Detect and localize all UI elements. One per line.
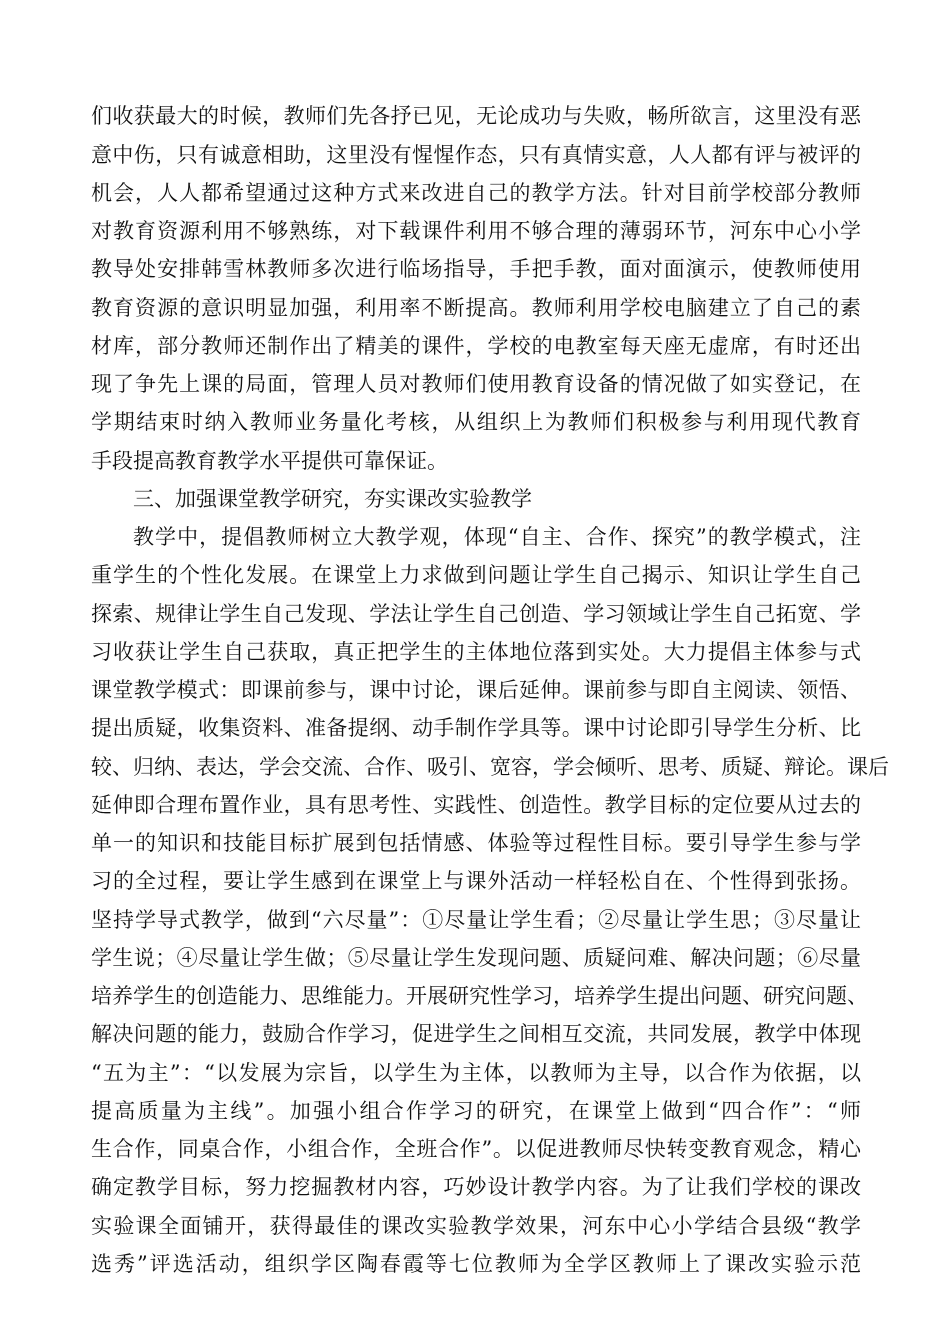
text-line: 机会，人人都希望通过这种方式来改进自己的教学方法。针对目前学校部分教师	[91, 181, 861, 205]
text-line: 解决问题的能力，鼓励合作学习，促进学生之间相互交流，共同发展，教学中体现	[91, 1022, 861, 1046]
text-line: 学生说；④尽量让学生做；⑤尽量让学生发现问题、质疑问难、解决问题；⑥尽量	[91, 946, 861, 970]
text-line: 学期结束时纳入教师业务量化考核，从组织上为教师们积极参与利用现代教育	[91, 410, 861, 434]
text-line: 教导处安排韩雪林教师多次进行临场指导，手把手教，面对面演示，使教师使用	[91, 257, 861, 281]
text-line: 提高质量为主线”。加强小组合作学习的研究，在课堂上做到“四合作”：“师	[91, 1099, 861, 1123]
text-line: 习的全过程，要让学生感到在课堂上与课外活动一样轻松自在、个性得到张扬。	[91, 869, 861, 893]
text-line: 现了争先上课的局面，管理人员对教师们使用教育设备的情况做了如实登记，在	[91, 372, 861, 396]
paragraph-first-line: 教学中，提倡教师树立大教学观，体现“自主、合作、探究”的教学模式，注	[133, 525, 861, 549]
text-line: 实验课全面铺开，获得最佳的课改实验教学效果，河东中心小学结合县级“教学	[91, 1214, 861, 1238]
text-line: 意中伤，只有诚意相助，这里没有惺惺作态，只有真情实意，人人都有评与被评的	[91, 143, 861, 167]
text-line: 们收获最大的时候，教师们先各抒已见，无论成功与失败，畅所欲言，这里没有恶	[91, 104, 861, 128]
text-line: 材库，部分教师还制作出了精美的课件，学校的电教室每天座无虚席，有时还出	[91, 334, 861, 358]
text-line: 选秀”评选活动，组织学区陶春霞等七位教师为全学区教师上了课改实验示范	[91, 1252, 861, 1276]
text-line: 重学生的个性化发展。在课堂上力求做到问题让学生自己揭示、知识让学生自己	[91, 563, 861, 587]
text-line: 习收获让学生自己获取，真正把学生的主体地位落到实处。大力提倡主体参与式	[91, 640, 861, 664]
text-line: 生合作，同桌合作，小组合作，全班合作”。以促进教师尽快转变教育观念，精心	[91, 1137, 861, 1161]
text-line: 对教育资源利用不够熟练，对下载课件利用不够合理的薄弱环节，河东中心小学	[91, 219, 861, 243]
section-heading: 三、加强课堂教学研究，夯实课改实验教学	[133, 487, 532, 511]
text-line: 手段提高教育教学水平提供可靠保证。	[91, 449, 448, 473]
text-line: 延伸即合理布置作业，具有思考性、实践性、创造性。教学目标的定位要从过去的	[91, 793, 861, 817]
text-line: 较、归纳、表达，学会交流、合作、吸引、宽容，学会倾听、思考、质疑、辩论。课后	[91, 755, 889, 779]
text-line: 培养学生的创造能力、思维能力。开展研究性学习，培养学生提出问题、研究问题、	[91, 984, 868, 1008]
text-line: 坚持学导式教学，做到“六尽量”：①尽量让学生看；②尽量让学生思；③尽量让	[91, 908, 861, 932]
text-line: 确定教学目标，努力挖掘教材内容，巧妙设计教学内容。为了让我们学校的课改	[91, 1175, 861, 1199]
text-line: 提出质疑，收集资料、准备提纲、动手制作学具等。课中讨论即引导学生分析、比	[91, 716, 861, 740]
text-line: 单一的知识和技能目标扩展到包括情感、体验等过程性目标。要引导学生参与学	[91, 831, 861, 855]
text-line: 教育资源的意识明显加强，利用率不断提高。教师利用学校电脑建立了自己的素	[91, 296, 861, 320]
text-line: “五为主”：“以发展为宗旨，以学生为主体，以教师为主导，以合作为依据，以	[91, 1061, 861, 1085]
text-line: 课堂教学模式：即课前参与，课中讨论，课后延伸。课前参与即自主阅读、领悟、	[91, 678, 861, 702]
text-line: 探索、规律让学生自己发现、学法让学生自己创造、学习领域让学生自己拓宽、学	[91, 602, 861, 626]
